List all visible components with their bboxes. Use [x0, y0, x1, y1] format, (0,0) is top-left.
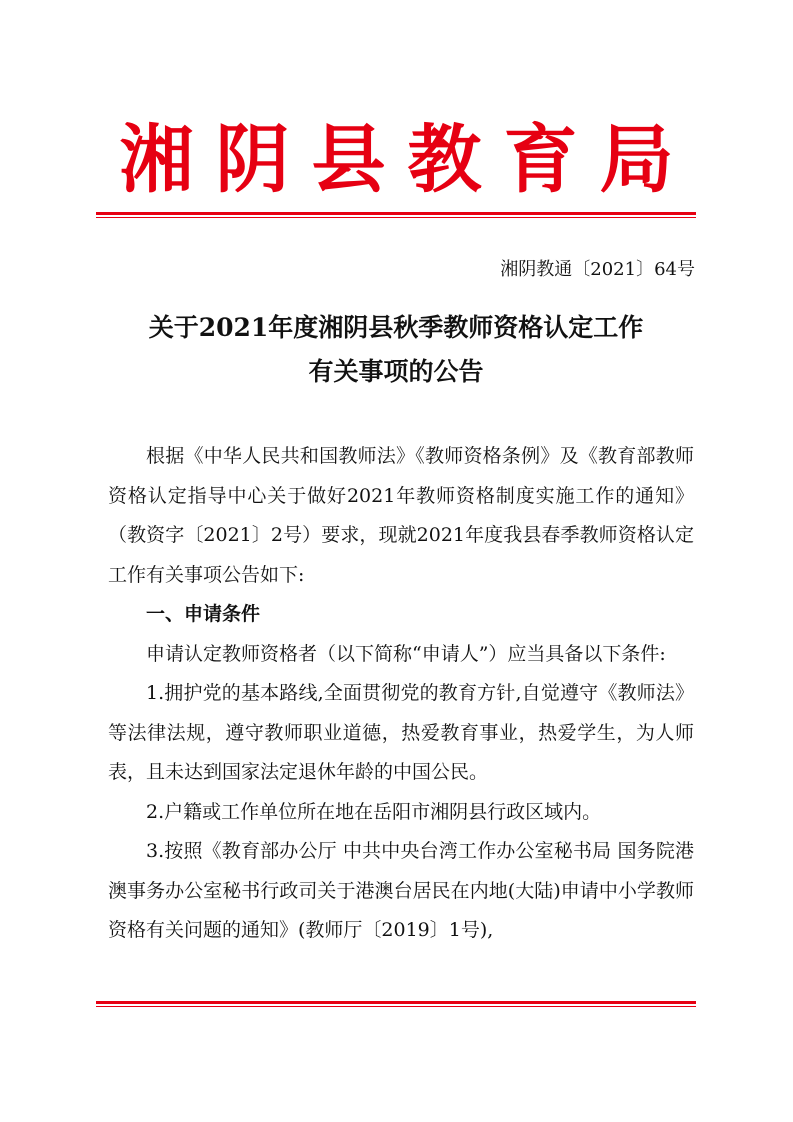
paragraph-condition-2: 2.户籍或工作单位所在地在岳阳市湘阴县行政区域内。 [146, 800, 602, 823]
paragraph-condition-3: 3.按照《教育部办公厅 中共中央台湾工作办公室秘书局 国务院港澳事务办公室秘书行政司关于港澳台居民在内地(大陆)申请中小学教师资格有关问题的通知》(教师厅〔2019〕1号), [108, 840, 694, 941]
document-body [108, 437, 694, 951]
footer-rule-thick [96, 1001, 696, 1004]
paragraph-condition-1: 1.拥护党的基本路线,全面贯彻党的教育方针,自觉遵守《教师法》等法律法规，遵守教师职业道德，热爱教育事业，热爱学生，为人师表，且未达到国家法定退休年龄的中国公民。 [108, 682, 694, 783]
paragraph-intro: 根据《中华人民共和国教师法》《教师资格条例》及《教育部教师资格认定指导中心关于做好2021年教师资格制度实施工作的通知》（教资字〔2021〕2号）要求，现就2021年度我县春季教师资格认定工作有关事项公告如下: [108, 445, 694, 586]
masthead-title: 湘阴县教育局 [119, 117, 696, 203]
masthead-rule-thick [96, 212, 696, 215]
document-title [96, 306, 696, 394]
paragraph-conditions-intro: 申请认定教师资格者（以下简称“申请人”）应当具备以下条件: [146, 642, 666, 665]
document-title-line-2: 有关事项的公告 [308, 357, 484, 386]
document-number: 湘阴教通〔2021〕64号 [500, 259, 695, 280]
section-heading-application-conditions: 一、申请条件 [146, 603, 261, 625]
masthead-rule-thin [96, 217, 696, 218]
document-title-line-1: 关于2021年度湘阴县秋季教师资格认定工作 [148, 313, 644, 342]
footer-rule-thin [96, 1006, 696, 1007]
